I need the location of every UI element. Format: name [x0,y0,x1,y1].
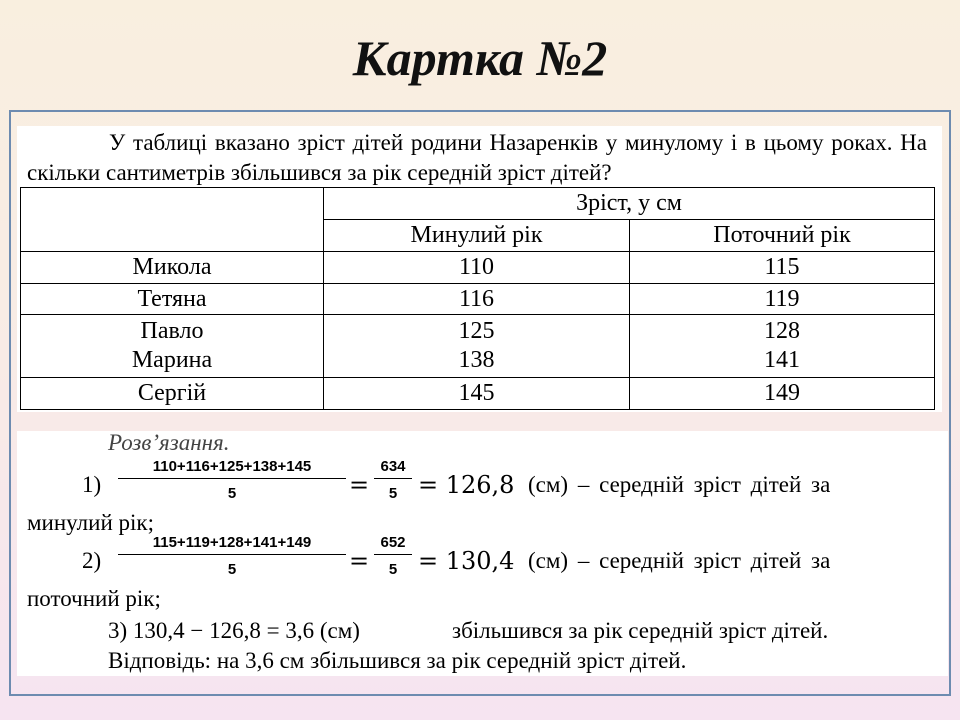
height-prev: 145 [324,378,630,410]
height-curr: 149 [630,378,935,410]
step2-sum-numerator: 115+119+128+141+149 [118,534,346,555]
child-name: Сергій [21,378,324,410]
height-prev: 116 [324,283,630,315]
step1-fraction-sum [118,458,346,503]
step2-result: = 130,4 [418,547,515,575]
step2-fraction-total [374,534,412,579]
child-name: Марина [131,347,213,374]
step2-fraction-sum [118,534,346,579]
step2-total-numerator: 652 [374,534,412,555]
step2-equals: = [349,547,370,575]
height-curr: 128 [764,318,800,345]
step1-text: (см) – середній зріст дітей за [528,472,831,497]
step2-sum-denominator: 5 [227,561,237,578]
height-prev: 110 [324,251,630,283]
group-header: Зріст, у см [324,188,935,220]
height-table [20,187,935,410]
height-curr: 141 [764,347,800,374]
table-row [21,251,935,283]
table-row-group [21,315,935,378]
column-header-prev: Минулий рік [324,219,630,251]
card-title: Картка №2 [352,30,608,86]
step3-text: збільшився за рік середній зріст дітей. [452,618,829,643]
child-name: Микола [21,251,324,283]
table-row [21,283,935,315]
height-curr: 115 [630,251,935,283]
height-prev: 125 [458,318,495,345]
step2-number: 2) [82,548,102,573]
problem-statement: У таблиці вказано зріст дітей родини Назаренків у минулому і в цьому роках. На скільки сантиметрів збільшився за рік середній зріст дітей? [27,130,927,185]
step1-equals: = [349,471,370,499]
step1-result: = 126,8 [418,471,515,499]
height-prev-pair [324,315,630,378]
column-header-curr: Поточний рік [630,219,935,251]
answer-text: Відповідь: на 3,6 см збільшився за рік середній зріст дітей. [108,648,687,673]
step2-total-denominator: 5 [388,561,398,578]
step1-sum-numerator: 110+116+125+138+145 [118,458,346,479]
step2-text-continued: поточний рік; [27,586,161,611]
step1-number: 1) [82,472,102,497]
problem-text [27,128,927,188]
step3-formula: 3) 130,4 − 126,8 = 3,6 (см) [108,618,360,643]
height-curr-pair [630,315,935,378]
step2-text: (см) – середній зріст дітей за [528,548,831,573]
height-curr: 119 [630,283,935,315]
child-name: Тетяна [21,283,324,315]
step1-text-continued: минулий рік; [27,510,154,535]
step1-total-denominator: 5 [388,485,398,502]
child-name: Павло [140,318,204,345]
step1-total-numerator: 634 [374,458,412,479]
step1-fraction-total [374,458,412,503]
table-row [21,378,935,410]
step1-sum-denominator: 5 [227,485,237,502]
child-name-pair [21,315,324,378]
table-header-row [21,188,935,220]
height-prev: 138 [458,347,495,374]
solution-heading: Розв’язання. [108,430,230,455]
table-corner-cell [21,188,324,252]
